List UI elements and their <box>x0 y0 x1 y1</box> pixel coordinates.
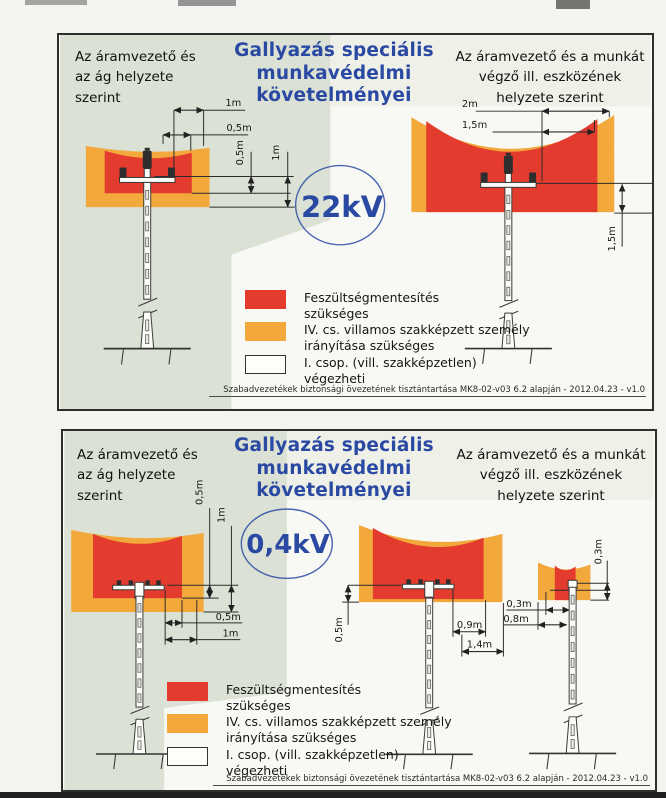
dimension-label: 0,5m <box>194 479 206 505</box>
legend-item-unskilled: I. csop. (vill. szakképzetlen) végezheti <box>167 747 399 780</box>
utility-pole-right <box>529 580 616 769</box>
red-swatch <box>167 682 208 701</box>
dimension-label: 1m <box>222 628 239 640</box>
voltage-badge: 22kV <box>300 190 384 224</box>
footer-rule <box>209 396 646 397</box>
scan-edge-bar <box>0 792 666 798</box>
dimension-label: 0,5m <box>235 140 247 166</box>
dimension-label: 1,5m <box>607 226 619 252</box>
right-condition-label: Az áramvezető és a munkát végző ill. eszközének helyzete szerint <box>455 49 645 106</box>
dimension-label: 0,5m <box>334 617 346 643</box>
footer-rule <box>213 785 650 786</box>
dimension-label: 1m <box>270 144 282 161</box>
dimension-label: 0,5m <box>215 611 241 623</box>
dimension-label: 0,3m <box>506 599 532 611</box>
left-condition-label: Az áramvezető és az ág helyzete szerint <box>77 447 198 504</box>
dimension-label: 0,3m <box>593 538 605 565</box>
dimension-label: 1,4m <box>466 639 493 651</box>
scan-artifact <box>556 0 590 9</box>
dimension-label: 1m <box>216 507 228 524</box>
dimension-label: 0,9m <box>456 619 483 631</box>
legend-item-deenergize: Feszültségmentesítés szükséges <box>245 290 439 323</box>
document-footer: Szabadvezetékek biztonsági övezetének tisztántartása MK8-02-v03 6.2 alapján - 2012.04.23 - v1.0 <box>226 774 648 784</box>
scan-artifact <box>178 0 236 6</box>
white-swatch <box>167 747 208 766</box>
panel-22kv <box>57 33 654 411</box>
panel-04kv <box>61 429 657 792</box>
left-condition-label: Az áramvezető és az ág helyzete szerint <box>75 49 196 106</box>
dimension-label: 1m <box>225 98 242 110</box>
orange-swatch <box>167 714 208 733</box>
legend-item-unskilled: I. csop. (vill. szakképzetlen) végezheti <box>245 355 477 388</box>
document-footer: Szabadvezetékek biztonsági övezetének tisztántartása MK8-02-v03 6.2 alapján - 2012.04.23 - v1.0 <box>223 385 645 395</box>
white-swatch <box>245 355 286 374</box>
voltage-badge: 0,4kV <box>246 530 330 560</box>
scan-artifact <box>25 0 87 5</box>
red-swatch <box>245 290 286 309</box>
dimension-label: 0,5m <box>226 122 252 134</box>
legend-item-supervision: IV. cs. villamos szakképzett személy irányítása szükséges <box>245 322 530 355</box>
legend-item-supervision: IV. cs. villamos szakképzett személy irányítása szükséges <box>167 714 452 747</box>
dimension-label: 2m <box>461 99 478 111</box>
page-title: Gallyazás speciális munkavédelmi követelményei <box>234 435 434 502</box>
dimension-label: 1,5m <box>461 120 488 132</box>
right-condition-label: Az áramvezető és a munkát végző ill. eszközének helyzete szerint <box>456 447 646 504</box>
legend-item-deenergize: Feszültségmentesítés szükséges <box>167 682 361 715</box>
orange-swatch <box>245 322 286 341</box>
page-title: Gallyazás speciális munkavédelmi követelményei <box>234 40 434 107</box>
dimension-label: 0,8m <box>503 613 529 625</box>
